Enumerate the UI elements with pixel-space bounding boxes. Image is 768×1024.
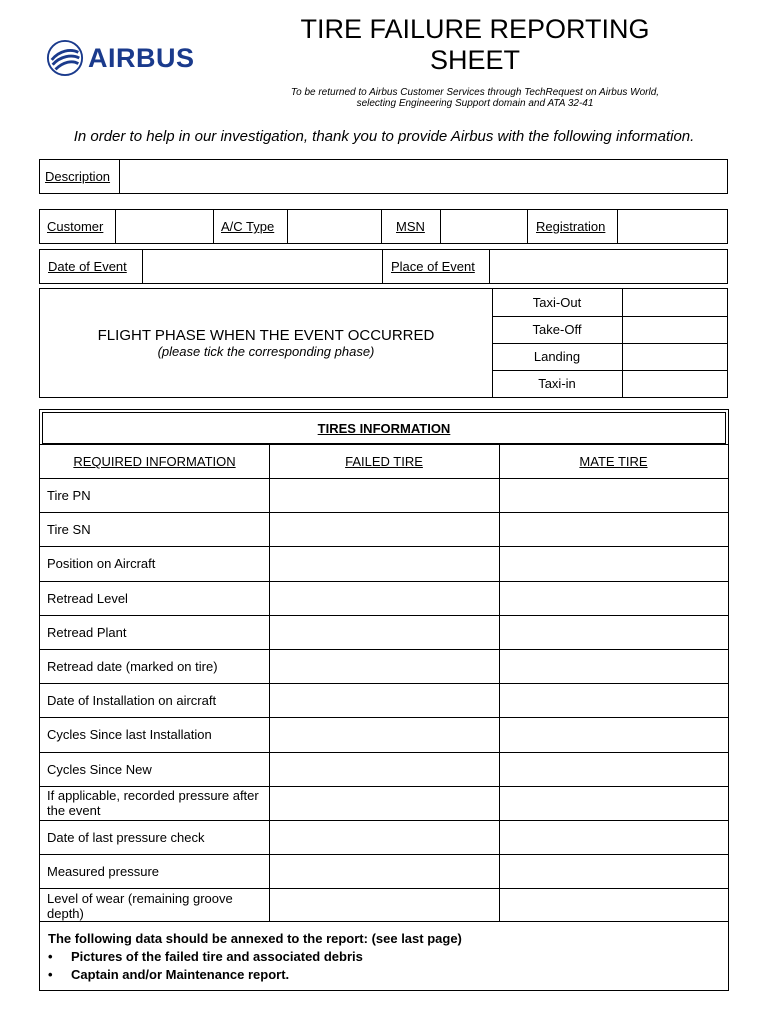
table-row (40, 854, 728, 888)
place-of-event-label: Place of Event (391, 259, 475, 274)
flight-phase-section (39, 288, 728, 398)
phase-landing-label: Landing (533, 349, 581, 364)
description-field[interactable] (120, 160, 727, 193)
date-of-event-field[interactable] (143, 250, 382, 283)
mate-tire-field[interactable] (500, 479, 728, 512)
failed-tire-field[interactable] (270, 684, 499, 717)
flight-phase-sublabel (158, 344, 375, 359)
annex-notes (48, 930, 718, 984)
phase-taxi-in-label: Taxi-in (538, 376, 576, 391)
table-row (40, 786, 728, 820)
table-row (40, 581, 728, 615)
mate-tire-field[interactable] (500, 547, 728, 580)
mate-tire-field[interactable] (500, 513, 728, 546)
annex-heading: The following data should be annexed to the report: (see last page) (48, 931, 462, 946)
mate-tire-field[interactable] (500, 684, 728, 717)
airbus-globe-icon (46, 39, 84, 77)
table-row (40, 717, 728, 751)
mate-tire-field[interactable] (500, 582, 728, 615)
table-row (40, 683, 728, 717)
row-label: Position on Aircraft (47, 556, 156, 572)
logo-text: AIRBUS (88, 42, 195, 73)
phase-taxi-in-checkbox[interactable] (623, 370, 727, 398)
bullet-icon: • (48, 949, 53, 964)
failed-tire-field[interactable] (270, 547, 499, 580)
failed-tire-field[interactable] (270, 650, 499, 683)
table-row (40, 478, 728, 512)
customer-field[interactable] (116, 210, 213, 243)
col-required-information: REQUIRED INFORMATION (73, 454, 236, 469)
annex-item (48, 948, 718, 966)
msn-label: MSN (396, 219, 425, 234)
failed-tire-field[interactable] (270, 753, 499, 786)
registration-label: Registration (536, 219, 606, 234)
row-label: Retread date (marked on tire) (47, 659, 218, 675)
col-mate-tire: MATE TIRE (579, 454, 648, 469)
phase-taxi-out-checkbox[interactable] (623, 289, 727, 316)
mate-tire-field[interactable] (500, 650, 728, 683)
table-row (40, 820, 728, 854)
page-title: TIRE FAILURE REPORTING SHEET (300, 14, 650, 75)
page-subtitle: To be returned to Airbus Customer Services through TechRequest on Airbus World, selecting Engineering Support domain and ATA 32-41 (290, 87, 660, 109)
flight-phase-label: FLIGHT PHASE WHEN THE EVENT OCCURRED (97, 327, 435, 344)
table-row (40, 546, 728, 580)
event-row (39, 249, 728, 284)
row-label: If applicable, recorded pressure after the event (47, 788, 259, 819)
row-label: Date of Installation on aircraft (47, 693, 217, 709)
row-label: Measured pressure (47, 864, 159, 880)
tires-information-table (39, 409, 729, 991)
failed-tire-field[interactable] (270, 821, 499, 854)
description-label: Description (45, 169, 111, 184)
annex-item-label: Pictures of the failed tire and associated debris (71, 949, 363, 964)
place-of-event-field[interactable] (490, 250, 727, 283)
failed-tire-field[interactable] (270, 855, 499, 888)
table-row (40, 888, 728, 922)
ac-type-field[interactable] (288, 210, 381, 243)
failed-tire-field[interactable] (270, 479, 499, 512)
row-label: Tire PN (47, 488, 91, 504)
phase-take-off-checkbox[interactable] (623, 316, 727, 343)
tires-header-row (40, 444, 728, 478)
failed-tire-field[interactable] (270, 616, 499, 649)
phase-landing-checkbox[interactable] (623, 343, 727, 370)
msn-field[interactable] (441, 210, 527, 243)
description-row (39, 159, 728, 194)
row-label: Retread Plant (47, 624, 127, 640)
row-label: Cycles Since last Installation (47, 727, 212, 743)
tires-information-title: TIRES INFORMATION (42, 412, 726, 444)
row-label: Cycles Since New (47, 761, 152, 777)
col-failed-tire: FAILED TIRE (345, 454, 423, 469)
table-row (40, 649, 728, 683)
failed-tire-field[interactable] (270, 787, 499, 820)
registration-field[interactable] (618, 210, 727, 243)
mate-tire-field[interactable] (500, 753, 728, 786)
failed-tire-field[interactable] (270, 513, 499, 546)
mate-tire-field[interactable] (500, 718, 728, 751)
date-of-event-label: Date of Event (48, 259, 127, 274)
table-row (40, 615, 728, 649)
intro-text: In order to help in our investigation, thank you to provide Airbus with the following information. (73, 128, 695, 145)
ac-type-label: A/C Type (221, 219, 275, 234)
annex-item (48, 966, 718, 984)
failed-tire-field[interactable] (270, 718, 499, 751)
flight-phase-sublabel-text: (please tick the corresponding phase) (157, 344, 375, 359)
mate-tire-field[interactable] (500, 821, 728, 854)
mate-tire-field[interactable] (500, 787, 728, 820)
table-row (40, 512, 728, 546)
customer-row (39, 209, 728, 244)
failed-tire-field[interactable] (270, 582, 499, 615)
mate-tire-field[interactable] (500, 855, 728, 888)
airbus-logo (46, 38, 221, 78)
mate-tire-field[interactable] (500, 889, 728, 922)
failed-tire-field[interactable] (270, 889, 499, 922)
mate-tire-field[interactable] (500, 616, 728, 649)
row-label: Level of wear (remaining groove depth) (47, 890, 233, 921)
annex-item-label: Captain and/or Maintenance report. (71, 967, 290, 982)
phase-take-off-label: Take-Off (532, 322, 582, 337)
table-row (40, 752, 728, 786)
row-label: Date of last pressure check (47, 830, 205, 846)
phase-taxi-out-label: Taxi-Out (532, 295, 582, 310)
flight-phase-label-block (40, 289, 492, 397)
row-label: Tire SN (47, 522, 91, 538)
bullet-icon: • (48, 967, 53, 982)
row-label: Retread Level (47, 590, 128, 606)
customer-label: Customer (47, 219, 104, 234)
